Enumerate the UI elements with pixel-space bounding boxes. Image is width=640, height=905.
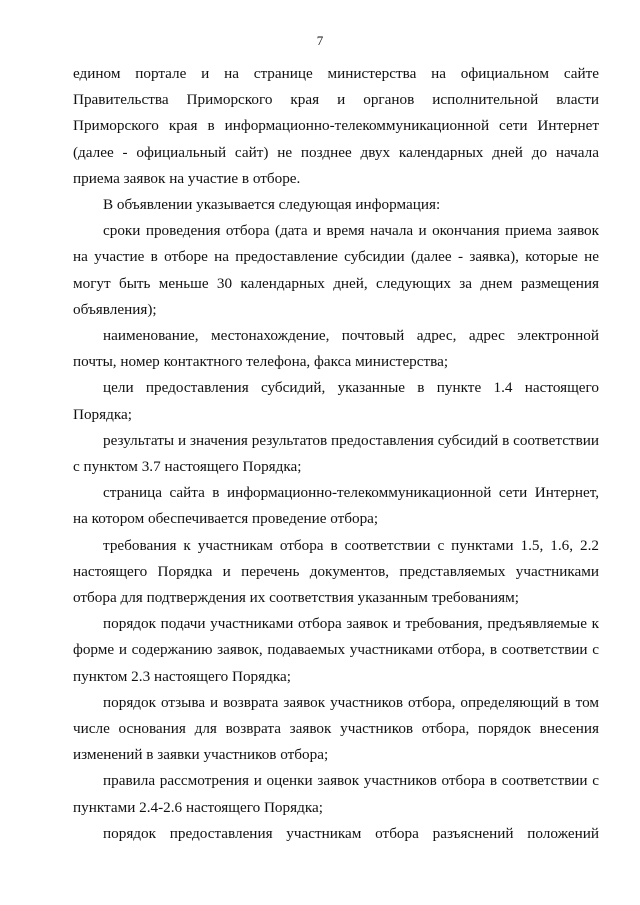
paragraph: В объявлении указывается следующая информация: <box>103 196 441 214</box>
paragraph: цели предоставления субсидий, указанные в пункте 1.4 настоящего Порядка; <box>73 379 599 423</box>
paragraph: сроки проведения отбора (дата и время начала и окончания приема заявок на участие в отборе на предоставление субсидии (далее - заявка), которые не могут быть меньше 30 календарных дней, следующих за днем размещения объявления); <box>73 222 599 318</box>
paragraph: результаты и значения результатов предоставления субсидий в соответствии с пунктом 3.7 настоящего Порядка; <box>73 431 599 476</box>
paragraph: порядок подачи участниками отбора заявок и требования, предъявляемые к форме и содержанию заявок, подаваемых участниками отбора, в соответствии с пунктом 2.3 настоящего Порядка; <box>73 615 599 685</box>
paragraph: страница сайта в информационно-телекоммуникационной сети Интернет, на котором обеспечивается проведение отбора; <box>73 484 599 528</box>
paragraph: порядок предоставления участникам отбора разъяснений положений <box>103 824 599 842</box>
paragraph: наименование, местонахождение, почтовый адрес, адрес электронной почты, номер контактного телефона, факса министерства; <box>73 327 599 371</box>
page-number: 7 <box>316 33 324 48</box>
paragraph: правила рассмотрения и оценки заявок участников отбора в соответствии с пунктами 2.4-2.6 настоящего Порядка; <box>73 772 599 816</box>
document-body <box>73 61 599 847</box>
paragraph: порядок отзыва и возврата заявок участников отбора, определяющий в том числе основания для возврата заявок участников отбора, порядок внесения изменений в заявки участников отбора; <box>73 693 599 764</box>
paragraph: едином портале и на странице министерства на официальном сайте Правительства Приморского края и органов исполнительной власти Приморского края в информационно-телекоммуникационной сети Интернет (далее - официальный сайт) не позднее двух календарных дней до начала приема заявок на участие в отборе. <box>73 65 599 187</box>
paragraph: требования к участникам отбора в соответствии с пунктами 1.5, 1.6, 2.2 настоящего Порядка и перечень документов, представляемых участниками отбора для подтверждения их соответствия указанным требованиям; <box>73 536 599 607</box>
